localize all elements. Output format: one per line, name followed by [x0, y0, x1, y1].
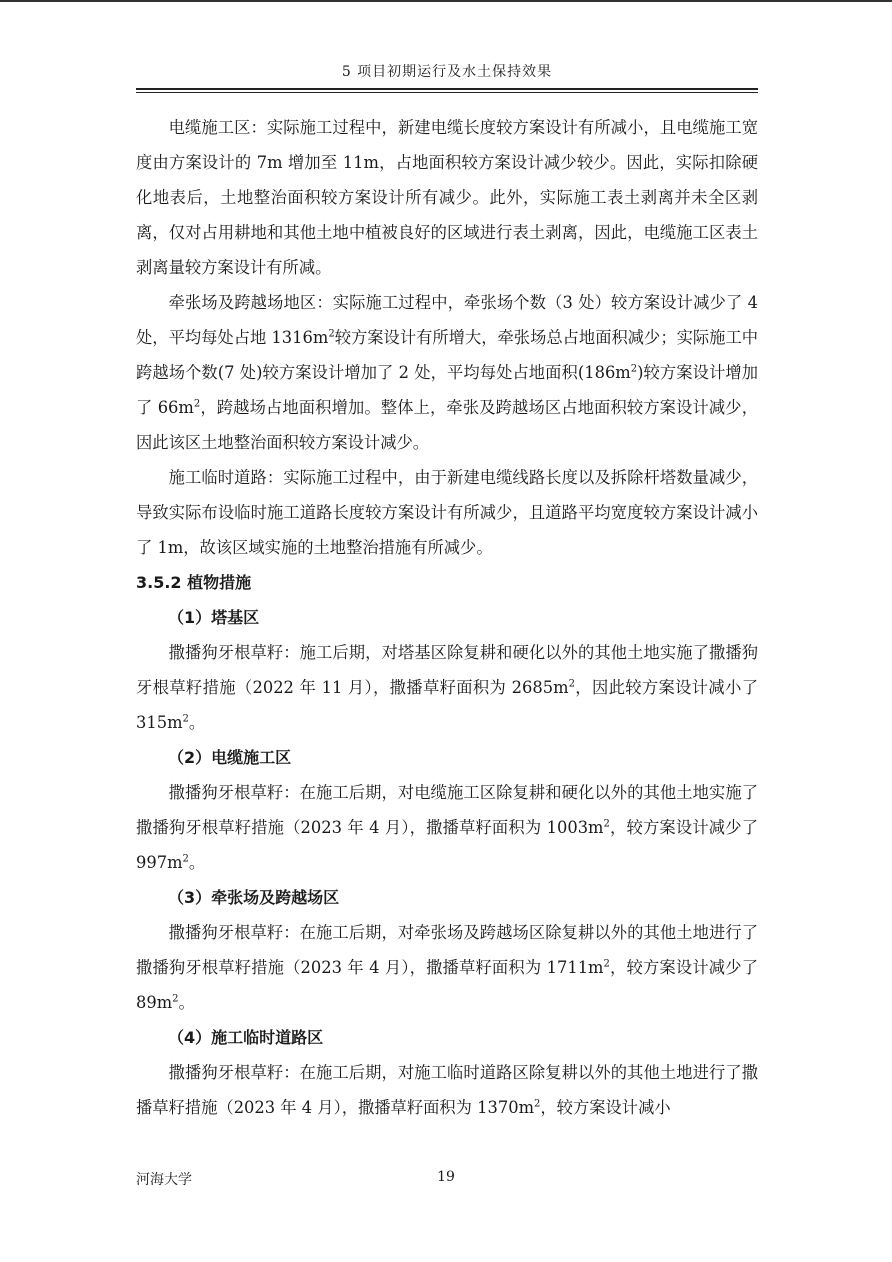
body-text: [136, 110, 758, 1125]
running-header: 5 项目初期运行及水土保持效果: [341, 64, 553, 80]
subsection-heading-tower: （1）塔基区: [168, 608, 260, 627]
subsection-heading-road: （4）施工临时道路区: [168, 1028, 324, 1047]
footer-institution: 河海大学: [136, 1172, 192, 1188]
paragraph-tension: 撒播狗牙根草籽：在施工后期，对牵张场及跨越场区除复耕以外的其他土地进行了撒播狗牙根草籽措施（2023 年 4 月），撒播草籽面积为 $1711m^2$，较方案设计减少了 $89m^2$。: [136, 923, 758, 1012]
paragraph-tension-area: 牵张场及跨越场地区：实际施工过程中，牵张场个数（3 处）较方案设计减少了 4 处，平均每处占地 $1316m^2$较方案设计有所增大，牵张场总占地面积减少；实际施工中跨越场个数(7 处)较方案设计增加了 2 处，平均每处占地面积$(186m^2)$较方案设计增加了 $66m^2$，跨越场占地面积增加。整体上，牵张及跨越场区占地面积较方案设计减少，因此该区土地整治面积较方案设计减少。: [136, 293, 759, 452]
paragraph-road: 撒播狗牙根草籽：在施工后期，对施工临时道路区除复耕以外的其他土地进行了撒播草籽措施（2023 年 4 月），撒播草籽面积为 $1370m^2$，较方案设计减小: [136, 1063, 758, 1117]
paragraph-cable-area: 电缆施工区：实际施工过程中，新建电缆长度较方案设计有所减小，且电缆施工宽度由方案设计的 7m 增加至 11m，占地面积较方案设计减少较少。因此，实际扣除硬化地表后，土地整治面积较方案设计所有减少。此外，实际施工表土剥离并未全区剥离，仅对占用耕地和其他土地中植被良好的区域进行表土剥离，因此，电缆施工区表土剥离量较方案设计有所减。: [136, 118, 758, 277]
subsection-heading-tension: （3）牵张场及跨越场区: [168, 888, 340, 907]
page-top-edge: [0, 0, 892, 2]
section-heading: 3.5.2 植物措施: [136, 573, 252, 592]
paragraph-tower: 撒播狗牙根草籽：施工后期，对塔基区除复耕和硬化以外的其他土地实施了撒播狗牙根草籽措施（2022 年 11 月），撒播草籽面积为 $2685m^2$，因此较方案设计减小了 $315m^2$。: [136, 643, 758, 732]
paragraph-temporary-road: 施工临时道路：实际施工过程中，由于新建电缆线路长度以及拆除杆塔数量减少，导致实际布设临时施工道路长度较方案设计有所减少，且道路平均宽度较方案设计减小了 1m，故该区域实施的土地整治措施有所减少。: [136, 468, 758, 557]
header-rule: [136, 88, 758, 93]
subsection-heading-cable: （2）电缆施工区: [168, 748, 292, 767]
page-number: 19: [437, 1169, 455, 1185]
paragraph-cable: 撒播狗牙根草籽：在施工后期，对电缆施工区除复耕和硬化以外的其他土地实施了撒播狗牙根草籽措施（2023 年 4 月），撒播草籽面积为 $1003m^2$，较方案设计减少了 $997m^2$。: [136, 783, 758, 872]
